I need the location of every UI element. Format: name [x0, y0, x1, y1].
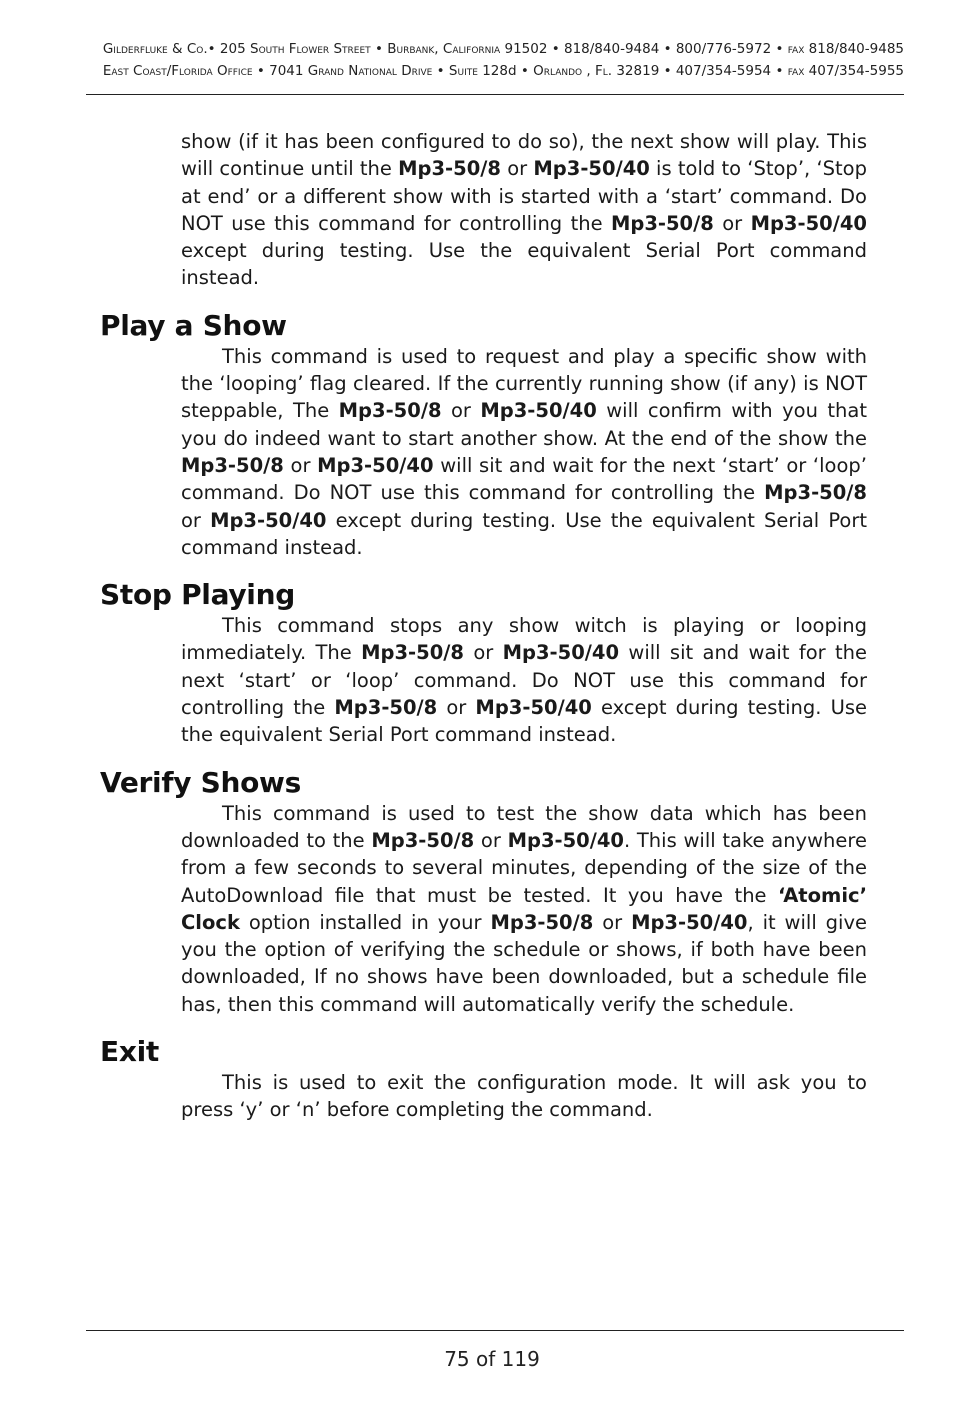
text-run: or — [474, 828, 508, 852]
text-run: . 32819 • 407/354-5954 • — [607, 63, 788, 79]
verify-shows-paragraph — [181, 800, 867, 1018]
text-run: Burbank — [387, 41, 435, 57]
heading-exit: Exit — [100, 1035, 159, 1069]
text-run: show (if it has been configured to do so), the next show will play. This will continue until the — [181, 130, 867, 181]
text-run: will sit and wait for the next ‘start’ or ‘loop’ command. Do NOT use this command for controlling the — [181, 453, 867, 505]
product-name: Mp3-50/40 — [631, 910, 748, 934]
text-run: , — [582, 63, 595, 79]
heading-play-a-show: Play a Show — [100, 308, 287, 342]
product-name: Mp3-50/8 — [764, 481, 867, 505]
text-run: or — [441, 399, 481, 423]
text-run: or — [463, 641, 503, 665]
text-run: 818/840-9485 — [804, 41, 904, 57]
text-run: This command is used to request and play a specific show with the ‘looping’ flag cleared. If the currently running show (if any) is NOT steppable, The — [181, 344, 867, 423]
heading-stop-playing: Stop Playing — [100, 578, 295, 612]
text-run: 128d • — [477, 63, 534, 79]
header-line-1 — [86, 38, 904, 60]
text-run: , it will give you the option of verifying the schedule or shows, if both have been downloaded, If no shows have been downloaded, but a schedule file has, then this command will automatically verify the schedule. — [181, 910, 867, 1016]
intro-paragraph — [181, 128, 867, 292]
text-run: & — [167, 41, 187, 57]
text-run: or — [593, 910, 632, 934]
product-name: ‘Atomic’ Clock — [181, 883, 867, 934]
text-run: Suite — [448, 63, 478, 79]
play-a-show-paragraph — [181, 343, 867, 561]
product-name: Mp3-50/40 — [480, 399, 597, 423]
text-run: except during testing. Use the equivalent Serial Port command instead. — [181, 239, 867, 290]
text-run: fax — [787, 41, 805, 57]
text-run: This command is used to test the show data which has been downloaded to the — [181, 801, 867, 852]
text-run: or — [181, 508, 211, 532]
text-run: This is used to exit the configuration mode. It will ask you to press ‘y’ or ‘n’ before completing the command. — [181, 1071, 867, 1122]
text-run: is told to ‘Stop’, ‘Stop at end’ or a different show with is started with a ‘start’ command. Do NOT use this command for controlling the — [181, 157, 867, 235]
product-name: Mp3-50/40 — [502, 641, 620, 665]
text-run: • — [432, 63, 449, 79]
text-run: . This will take anywhere from a few seconds to several minutes, depending of the size of the AutoDownload file that must be tested. It you have the — [181, 828, 867, 907]
text-run: .• 205 — [203, 41, 250, 57]
text-run: This command stops any show witch is playing or looping immediately. The — [181, 614, 867, 665]
page-number: 75 of 119 — [444, 1347, 540, 1371]
text-run: Fl — [594, 63, 608, 79]
text-run: 407/354-5955 — [804, 63, 904, 79]
product-name: Mp3-50/40 — [317, 453, 434, 477]
text-run: or — [500, 157, 534, 181]
text-run: California — [442, 41, 501, 57]
text-run: except during testing. Use the equivalent Serial Port command instead. — [181, 508, 867, 559]
product-name: Mp3-50/8 — [610, 211, 714, 235]
stop-playing-paragraph — [181, 612, 867, 748]
product-name: Mp3-50/8 — [361, 641, 464, 665]
header-rule — [86, 94, 904, 95]
text-run: or — [713, 211, 751, 235]
text-run: fax — [787, 63, 805, 79]
text-run: East Coast/Florida Office — [102, 63, 253, 79]
text-run: option installed in your — [239, 910, 491, 934]
exit-paragraph — [181, 1069, 867, 1124]
page-header — [86, 38, 904, 82]
product-name: Mp3-50/8 — [490, 910, 594, 934]
product-name: Mp3-50/40 — [507, 828, 624, 852]
product-name: Mp3-50/40 — [210, 508, 327, 532]
product-name: Mp3-50/40 — [475, 696, 592, 720]
product-name: Mp3-50/8 — [181, 453, 284, 477]
text-run: South Flower Street — [250, 41, 371, 57]
text-run: , — [434, 41, 443, 57]
product-name: Mp3-50/8 — [338, 399, 442, 423]
text-run: Orlando — [533, 63, 583, 79]
text-run: Co — [186, 41, 204, 57]
text-run: Gilderfluke — [102, 41, 168, 57]
text-run: or — [283, 453, 318, 477]
text-run: • — [370, 41, 388, 57]
text-run: Grand National Drive — [307, 63, 433, 79]
text-run: will confirm with you that you do indeed want to start another show. At the end of the show the — [181, 399, 867, 450]
heading-verify-shows: Verify Shows — [100, 765, 301, 799]
text-run: except during testing. Use the equivalent Serial Port command instead. — [181, 696, 867, 747]
page-content — [0, 128, 954, 1124]
text-run: or — [437, 696, 476, 720]
footer-rule — [86, 1330, 904, 1331]
product-name: Mp3-50/8 — [398, 157, 501, 181]
product-name: Mp3-50/8 — [334, 696, 438, 720]
text-run: • 7041 — [252, 63, 308, 79]
product-name: Mp3-50/40 — [750, 211, 867, 235]
text-run: 91502 • 818/840-9484 • 800/776-5972 • — [500, 41, 788, 57]
product-name: Mp3-50/8 — [371, 828, 475, 852]
text-run: will sit and wait for the next ‘start’ or ‘loop’ command. Do NOT use this command for controlling the — [181, 641, 867, 720]
product-name: Mp3-50/40 — [533, 157, 650, 181]
header-line-2 — [86, 60, 904, 82]
